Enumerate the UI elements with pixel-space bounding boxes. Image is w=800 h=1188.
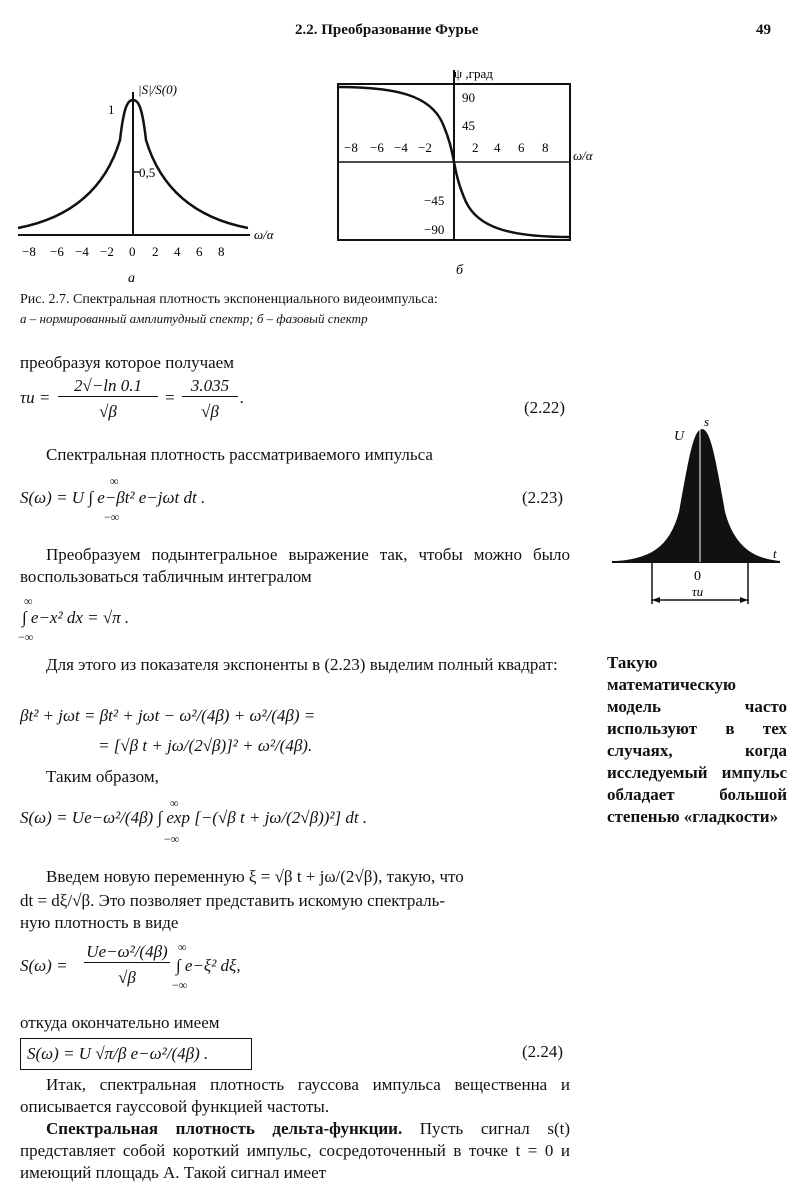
x-axis-label: ω/α: [254, 227, 274, 242]
x-tick-labels: [22, 244, 225, 259]
x-tick: −2: [418, 140, 432, 155]
eq-s2-lower-limit: −∞: [164, 832, 180, 846]
y-axis-label: ψ ,град: [454, 66, 493, 81]
y-tick-0.5: 0,5: [139, 165, 156, 180]
y-tick-45: 45: [462, 118, 475, 133]
paragraph-7: откуда окончательно имеем: [20, 1013, 220, 1032]
paragraph-6c: ную плотность в виде: [20, 913, 179, 932]
x-axis-label: ω/α: [573, 148, 593, 163]
paragraph-9-heading: Спектральная плотность дельта-функции.: [46, 1119, 403, 1138]
page-number: 49: [756, 22, 771, 38]
panel-label-a: а: [128, 271, 135, 286]
x-tick: 2: [152, 244, 159, 259]
pulse-amplitude-label: U: [674, 429, 685, 444]
x-tick: −6: [50, 244, 64, 259]
x-tick: 8: [542, 140, 549, 155]
paragraph-3: Преобразуем подынтегральное выражение так, чтобы можно было воспользоваться табличным интегралом: [20, 545, 570, 586]
figure-a-amplitude-spectrum: [10, 80, 300, 290]
paragraph-2: Спектральная плотность рассматриваемого импульса: [46, 445, 433, 464]
eq-2-22-equals: =: [164, 388, 176, 407]
y-axis-label: |S|/S(0): [138, 82, 177, 97]
eq-2-23-upper-limit: ∞: [110, 474, 119, 488]
x-tick: 6: [196, 244, 203, 259]
x-tick: 8: [218, 244, 225, 259]
paragraph-6b: dt = dξ/√β. Это позволяет представить искомую спектраль-: [20, 891, 446, 910]
x-tick: −8: [22, 244, 36, 259]
arrow-head-left: [652, 597, 660, 603]
pulse-shape: [616, 430, 780, 562]
eq-table-lower-limit: −∞: [18, 630, 34, 644]
y-tick-minus45: −45: [424, 193, 445, 208]
x-tick: −6: [370, 140, 384, 155]
paragraph-1: преобразуя которое получаем: [20, 353, 234, 372]
section-title: 2.2. Преобразование Фурье: [295, 22, 479, 38]
eq-square-line-1: βt² + jωt = βt² + jωt − ω²/(4β) + ω²/(4β) =: [20, 706, 316, 725]
paragraph-4: Для этого из показателя экспоненты в (2.23) выделим полный квадрат:: [46, 655, 558, 674]
x-tick: 6: [518, 140, 525, 155]
caption-line-2: а – нормированный амплитудный спектр; б – фазовый спектр: [20, 311, 368, 326]
x-tick: 2: [472, 140, 479, 155]
paragraph-9-text: Пусть сигнал s(t) представляет собой короткий импульс, сосредоточенный в точке t = 0 и имеющий площадь A. Такой сигнал имеет: [20, 1119, 570, 1182]
eq-s3-denominator: √β: [118, 968, 136, 987]
eq-2-24-number: (2.24): [522, 1042, 564, 1061]
pulse-zero-label: 0: [694, 569, 701, 584]
caption-line-1: Рис. 2.7. Спектральная плотность экспоненциального видеоимпульса:: [20, 292, 438, 307]
figure-gaussian-pulse: [608, 412, 790, 612]
panel-label-b: б: [456, 263, 464, 278]
pulse-width-label: τи: [692, 584, 704, 599]
pulse-y-label: s: [704, 414, 710, 429]
eq-s2-upper-limit: ∞: [170, 796, 179, 810]
x-tick: −2: [100, 244, 114, 259]
arrow-head-right: [740, 597, 748, 603]
eq-s3-numerator: Ue−ω²/(4β): [84, 942, 170, 963]
eq-s3-lhs: S(ω) =: [20, 956, 68, 975]
x-tick-labels: [344, 140, 549, 155]
eq-s-exp-integral: S(ω) = Ue−ω²/(4β) ∫ exp [−(√β t + jω/(2√β))²] dt .: [20, 808, 368, 827]
eq-2-23-lower-limit: −∞: [104, 510, 120, 524]
x-tick: −4: [75, 244, 89, 259]
eq-2-22-denominator-2: √β: [201, 402, 219, 421]
x-tick: 4: [174, 244, 181, 259]
paragraph-8: Итак, спектральная плотность гауссова импульса вещественна и описывается гауссовой функцией частоты.: [20, 1075, 570, 1116]
paragraph-9: [20, 1118, 570, 1184]
eq-s3-rhs: ∫ e−ξ² dξ,: [176, 956, 241, 975]
x-tick: −8: [344, 140, 358, 155]
eq-2-22-numerator-2: 3.035: [182, 376, 238, 397]
y-tick-1: 1: [108, 102, 115, 117]
page-header: [0, 22, 800, 46]
figure-caption: [20, 290, 580, 328]
eq-2-24-boxed: S(ω) = U √π/β e−ω²/(4β) .: [20, 1038, 252, 1070]
x-tick: −4: [394, 140, 408, 155]
eq-2-22-lhs: τи =: [20, 388, 51, 407]
eq-s3-upper-limit: ∞: [178, 940, 187, 954]
eq-2-23: S(ω) = U ∫ e−βt² e−jωt dt .: [20, 488, 206, 507]
sidebar-note: Такую математическую модель часто используют в тех случаях, когда исследуемый импульс обладает большой степенью «гладкости»: [607, 653, 787, 826]
paragraph-5: Таким образом,: [46, 767, 159, 786]
eq-2-22-numerator-1: 2√−ln 0.1: [58, 376, 158, 397]
x-tick: 4: [494, 140, 501, 155]
eq-2-23-number: (2.23): [522, 488, 564, 507]
eq-s3-lower-limit: −∞: [172, 978, 188, 992]
eq-square-line-2: = [√β t + jω/(2√β)]² + ω²/(4β).: [98, 736, 313, 755]
eq-2-22-denominator-1: √β: [99, 402, 117, 421]
figure-b-phase-spectrum: [330, 62, 600, 284]
eq-table-integral: ∫ e−x² dx = √π .: [22, 608, 130, 627]
y-tick-minus90: −90: [424, 222, 445, 237]
paragraph-6a: Введем новую переменную ξ = √β t + jω/(2√β), такую, что: [46, 867, 464, 886]
y-tick-90: 90: [462, 90, 475, 105]
eq-2-22-period: .: [240, 388, 245, 407]
eq-table-upper-limit: ∞: [24, 594, 33, 608]
pulse-x-label: t: [773, 546, 777, 561]
eq-2-22-number: (2.22): [524, 398, 566, 417]
x-tick: 0: [129, 244, 136, 259]
